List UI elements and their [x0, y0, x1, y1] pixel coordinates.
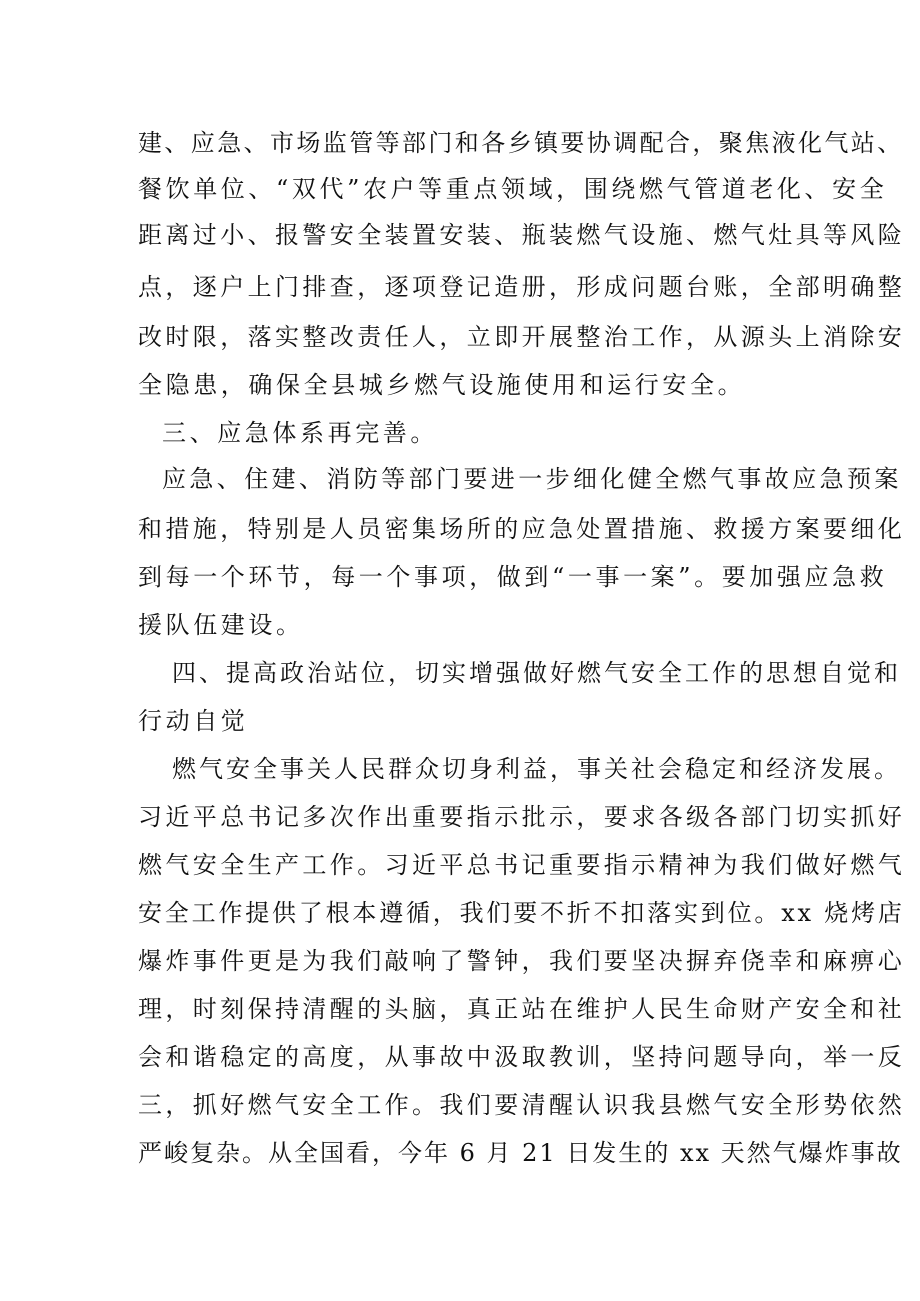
text-line: 援队伍建设。: [138, 611, 304, 639]
text-line: 严峻复杂。从全国看，今年 6 月 21 日发生的 xx 天然气爆炸事故: [138, 1139, 903, 1167]
text-line: 和措施，特别是人员密集场所的应急处置措施、救援方案要细化: [138, 515, 906, 543]
text-line: 燃气安全生产工作。习近平总书记重要指示精神为我们做好燃气: [138, 851, 906, 879]
text-line: 燃气安全事关人民群众切身利益，事关社会稳定和经济发展。: [172, 755, 901, 783]
text-line: 习近平总书记多次作出重要指示批示，要求各级各部门切实抓好: [138, 803, 906, 831]
text-line: 三，抓好燃气安全工作。我们要清醒认识我县燃气安全形势依然: [138, 1091, 906, 1119]
section-heading-three: 三、应急体系再完善。: [162, 419, 438, 447]
text-line: 安全工作提供了根本遵循，我们要不折不扣落实到位。xx 烧烤店: [138, 899, 905, 927]
text-line: 餐饮单位、“双代”农户等重点领域，围绕燃气管道老化、安全: [138, 175, 888, 203]
text-line: 全隐患，确保全县城乡燃气设施使用和运行安全。: [138, 371, 746, 399]
text-line: 四、提高政治站位，切实增强做好燃气安全工作的思想自觉和: [172, 659, 901, 687]
text-line: 点，逐户上门排查，逐项登记造册，形成问题台账，全部明确整: [138, 273, 906, 301]
text-line: 到每一个环节，每一个事项，做到“一事一案”。要加强应急救: [138, 563, 888, 591]
text-line: 行动自觉: [138, 707, 249, 735]
text-line: 理，时刻保持清醒的头脑，真正站在维护人民生命财产安全和社: [138, 995, 906, 1023]
text-line: 爆炸事件更是为我们敲响了警钟，我们要坚决摒弃侥幸和麻痹心: [138, 947, 906, 975]
text-line: 会和谐稳定的高度，从事故中汲取教训，坚持问题导向，举一反: [138, 1043, 906, 1071]
text-line: 距离过小、报警安全装置安装、瓶装燃气设施、燃气灶具等风险: [138, 221, 906, 249]
text-line: 改时限，落实整改责任人，立即开展整治工作，从源头上消除安: [138, 323, 906, 351]
text-line: 建、应急、市场监管等部门和各乡镇要协调配合，聚焦液化气站、: [138, 129, 904, 157]
text-line: 应急、住建、消防等部门要进一步细化健全燃气事故应急预案: [162, 465, 902, 493]
